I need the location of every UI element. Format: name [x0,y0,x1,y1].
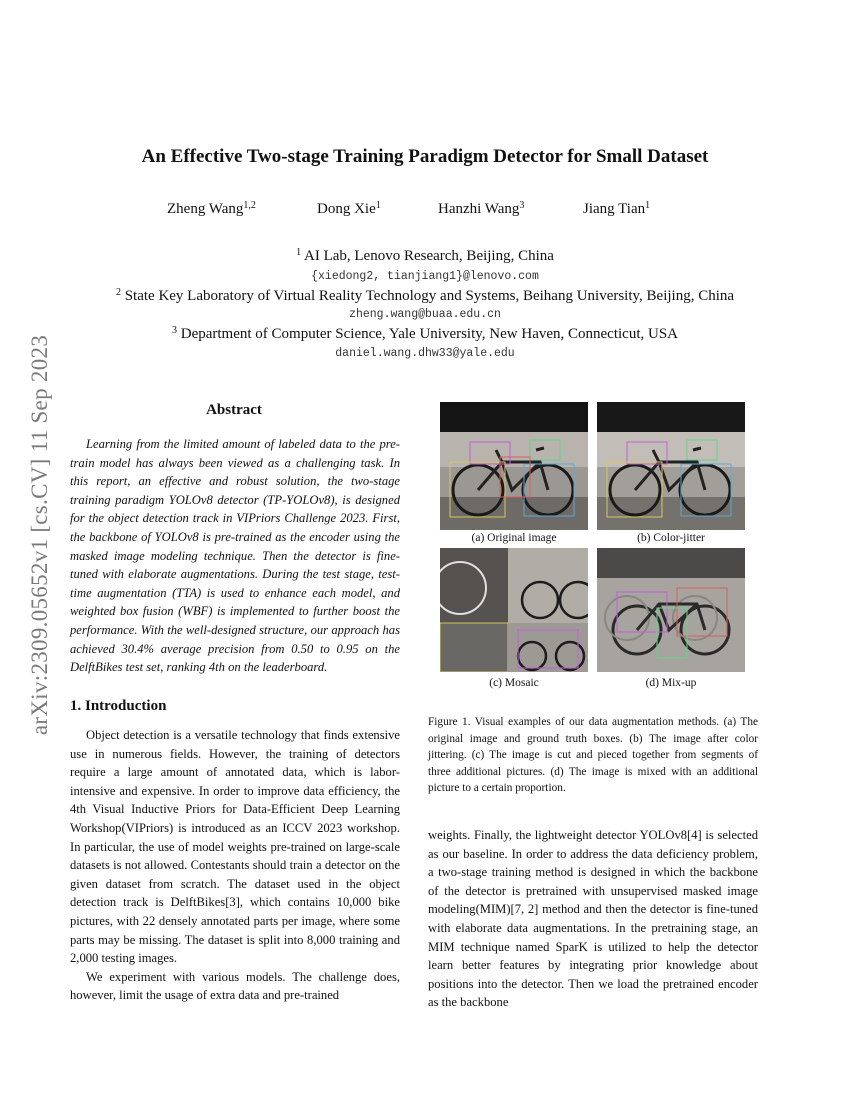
abstract-text: Learning from the limited amount of labeled data to the pre-train model has always been viewed as a challenging task. In this report, an effective and robust solution, the two-stage training paradigm YOLOv8 detector (TP-YOLOv8), is designed for the object detection track in VIPriors Challenge 2023. First, the backbone of YOLOv8 is pre-trained as the encoder using the masked image modeling technique. Then the detector is fine-tuned with elaborate augmentations. During the test stage, test-time augmentation (TTA) is used to enhance each model, and weighted box fusion (WBF) is implemented to further boost the performance. With the well-designed structure, our approach has achieved 30.4% average precision from 0.50 to 0.95 on the DelftBikes test set, ranking 4th on the leaderboard. [70,437,400,675]
author-affiliation-mark: 1 [645,200,651,211]
figure-caption: Figure 1. Visual examples of our data augmentation methods. (a) The original image and ground truth boxes. (b) The image after color jittering. (c) The image is cut and pieced together from segments of three additional pictures. (d) The image is mixed with an additional picture to a certain proportion. [428,716,758,794]
author-affiliation-mark: 1 [375,200,381,211]
right-column-body [428,826,758,1012]
subcaption-a: (a) Original image [471,532,557,544]
subcaption-d: (d) Mix-up [645,677,697,689]
author-name: Dong Xie [317,201,376,217]
author-affiliation-mark: 3 [519,200,525,211]
author [167,200,256,218]
figure-1 [440,402,746,692]
author-list [0,200,850,220]
subcaption-b: (b) Color-jitter [637,532,705,544]
affiliation-mark: 1 [296,247,302,258]
affiliation-mark: 3 [172,325,177,336]
author [583,200,650,218]
author [317,200,381,218]
section-heading-introduction: 1. Introduction [70,698,167,714]
figure-image-original [440,402,588,530]
introduction-body [70,726,400,1005]
subcaption-c: (c) Mosaic [489,677,539,689]
affiliation [0,325,850,343]
affiliation-mark: 2 [115,287,121,298]
affiliation [0,287,850,305]
abstract-heading: Abstract [206,402,262,418]
author-name: Hanzhi Wang [438,201,520,217]
author-name: Jiang Tian [583,201,646,217]
figure-image-color-jitter [597,402,745,530]
abstract-body [70,435,400,677]
paragraph: Object detection is a versatile technology that finds extensive use in numerous fields. However, the training of detectors require a large amount of annotated data, which is labor-intensive and expensive. In order to improve data efficiency, the 4th Visual Inductive Priors for Data-Efficient Deep Learning Workshop(VIPriors) is introduced as an ICCV 2023 workshop. In particular, the use of model weights pre-trained on large-scale datasets is not allowed. Contestants should train a detector on the given dataset from scratch. The dataset used in the object detection track is DelftBikes[3], which contains 10,000 bike pictures, with 22 densely annotated parts per image, where some parts may be missing. The dataset is split into 8,000 training and 2,000 testing images. [70,728,400,966]
author [438,200,524,218]
arxiv-identifier-text: arXiv:2309.05652v1 [cs.CV] 11 Sep 2023 [27,334,52,736]
paragraph: weights. Finally, the lightweight detector YOLOv8[4] is selected as our baseline. In order to address the data deficiency problem, a two-stage training method is designed in which the backbone of the detector is pretrained with unsupervised masked image modeling(MIM)[7, 2] method and then the detector is fine-tuned with elaborate data augmentations. In the pretraining stage, an MIM technique named SparK is utilized to help the detector learn better features by integrating prior knowledge about positions into the detector. Then we load the pretrained encoder as the backbone [428,828,758,1010]
paper-title: An Effective Two-stage Training Paradigm Detector for Small Dataset [141,146,709,167]
affiliation-text: AI Lab, Lenovo Research, Beijing, China [304,248,554,264]
affiliation [0,247,850,265]
paragraph: We experiment with various models. The challenge does, however, limit the usage of extra data and pre-trained [70,969,400,1003]
figure-image-mosaic [440,548,588,672]
affiliation-text: Department of Computer Science, Yale University, New Haven, Connecticut, USA [180,326,678,342]
figure-image-mix-up [597,548,745,672]
affiliation-email[interactable]: zheng.wang@buaa.edu.cn [349,308,501,321]
author-name: Zheng Wang [167,201,244,217]
author-affiliation-mark: 1,2 [243,200,256,211]
affiliation-email[interactable]: {xiedong2, tianjiang1}@lenovo.com [311,270,539,283]
affiliation-text: State Key Laboratory of Virtual Reality Technology and Systems, Beihang University, Beijing, China [124,288,735,304]
affiliation-email[interactable]: daniel.wang.dhw33@yale.edu [335,347,515,360]
